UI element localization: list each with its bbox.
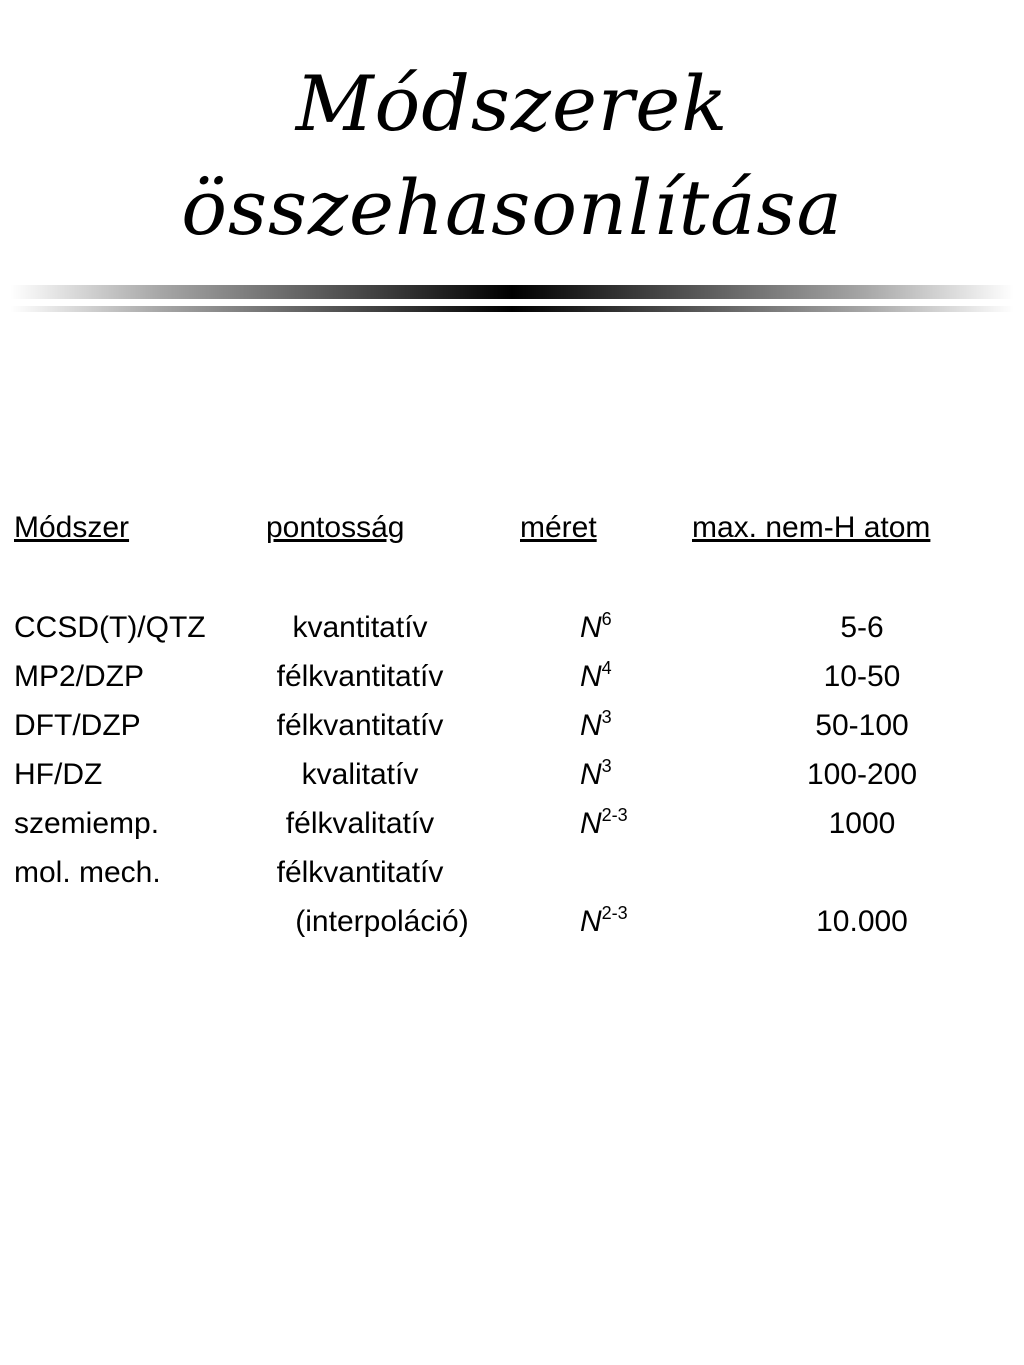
column-header-max-atoms: max. nem-H atom xyxy=(692,511,931,544)
size-base: N xyxy=(580,660,602,693)
row-max-atoms: 10-50 xyxy=(823,660,901,693)
row-accuracy: félkvalitatív xyxy=(285,807,435,840)
row-method: CCSD(T)/QTZ xyxy=(14,611,206,644)
column-header-accuracy: pontosság xyxy=(266,511,405,544)
slide-title-line-2: összehasonlítása xyxy=(181,163,843,252)
size-base: N xyxy=(580,611,602,644)
row-max-atoms: 100-200 xyxy=(806,758,918,791)
row-size xyxy=(580,904,628,943)
row-size xyxy=(580,610,612,649)
row-max-atoms: 10.000 xyxy=(816,905,908,938)
row-size xyxy=(580,757,612,796)
row-accuracy: félkvantitatív xyxy=(276,856,444,889)
slide-title xyxy=(0,52,1024,260)
title-divider-thick xyxy=(10,285,1014,299)
row-method: szemiemp. xyxy=(14,807,160,840)
size-exponent: 3 xyxy=(601,756,612,776)
column-header-size: méret xyxy=(520,511,597,544)
size-exponent: 6 xyxy=(601,609,612,629)
size-exponent: 3 xyxy=(601,707,612,727)
size-base: N xyxy=(580,709,602,742)
row-method: MP2/DZP xyxy=(14,660,145,693)
row-accuracy: félkvantitatív xyxy=(276,660,444,693)
row-accuracy: félkvantitatív xyxy=(276,709,444,742)
row-method: HF/DZ xyxy=(14,758,103,791)
row-accuracy: (interpoláció) xyxy=(295,905,469,938)
size-base: N xyxy=(580,758,602,791)
size-exponent: 2-3 xyxy=(601,903,628,923)
row-method: mol. mech. xyxy=(14,856,161,889)
row-accuracy: kvalitatív xyxy=(301,758,419,791)
size-base: N xyxy=(580,807,602,840)
row-size xyxy=(580,659,612,698)
row-size xyxy=(580,708,612,747)
title-divider-thin xyxy=(10,306,1014,312)
row-max-atoms: 1000 xyxy=(828,807,896,840)
row-accuracy: kvantitatív xyxy=(292,611,428,644)
size-base: N xyxy=(580,905,602,938)
slide-title-line-1: Módszerek xyxy=(295,59,729,148)
column-header-method: Módszer xyxy=(14,511,130,544)
row-max-atoms: 5-6 xyxy=(840,611,884,644)
row-size xyxy=(580,806,628,845)
size-exponent: 4 xyxy=(601,658,612,678)
row-method: DFT/DZP xyxy=(14,709,141,742)
row-max-atoms: 50-100 xyxy=(815,709,909,742)
size-exponent: 2-3 xyxy=(601,805,628,825)
